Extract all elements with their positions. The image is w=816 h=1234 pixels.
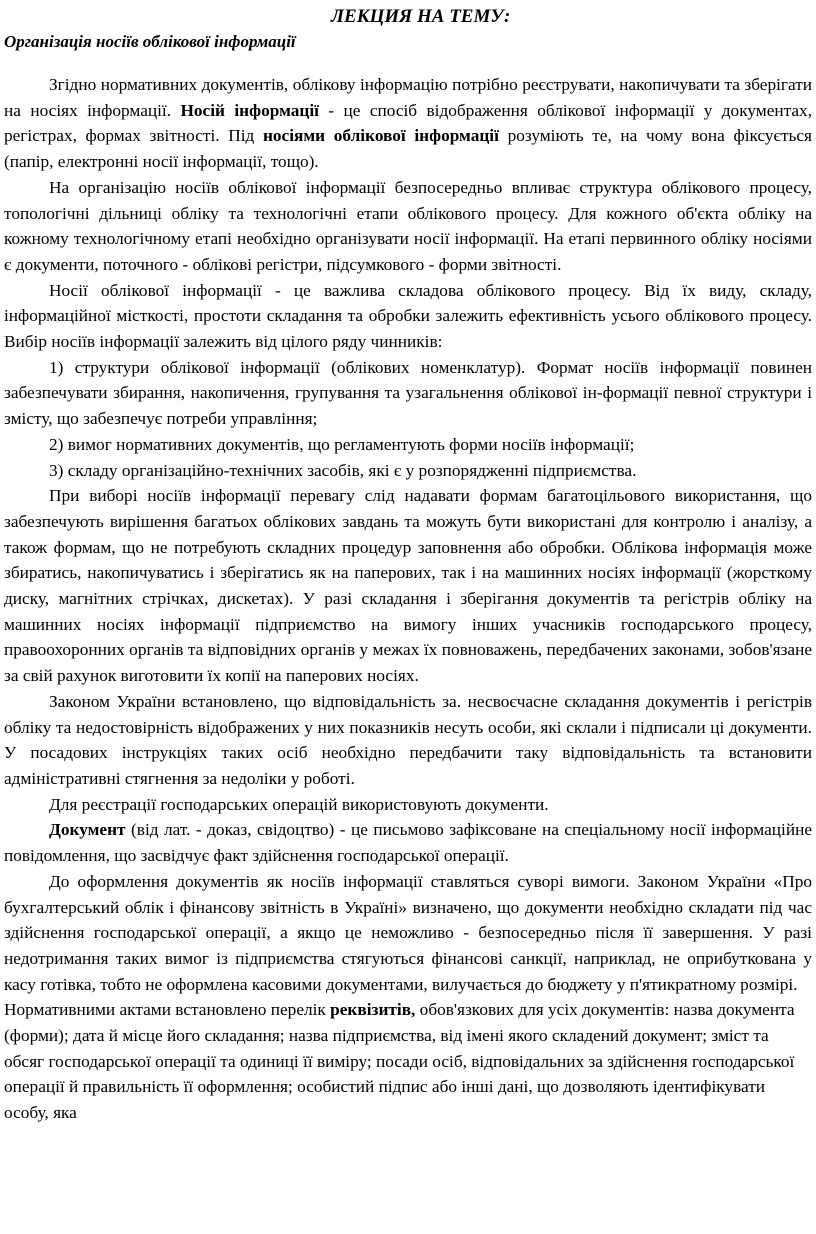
paragraph-text: обов'язкових для усіх документів: назва документа (форми); дата й місце його складання; назва підприємства, від імені якого складений документ; зміст та обсяг господарської операції та одиниці її виміру; посади осіб, відповідальних за здійснення господарської операції й правильність її оформлення; особистий підпис або інші дані, що дозволяють ідентифікувати особу, яка <box>4 1000 795 1123</box>
paragraph-text: Нормативними актами встановлено перелік <box>4 1000 331 1020</box>
paragraph <box>4 997 812 1126</box>
paragraph <box>4 432 812 458</box>
paragraph-text: Носії облікової інформації - це важлива складова облікового процесу. Від їх виду, складу, інформаційної місткості, простоти складання та обробки залежить ефективність усього облікового процесу. Вибір носіїв інформації залежить від цілого ряду чинників: <box>4 280 812 352</box>
lecture-heading: ЛЕКЦИЯ НА ТЕМУ: <box>331 6 511 27</box>
paragraph-text: На організацію носіїв облікової інформації безпосередньо впливає структура облікового процесу, топологічні дільниці обліку та технологічні етапи облікового процесу. Для кожного об'єкта обліку на кожному технологічному етапі необхідно організувати носії інформації. На етапі первинного обліку носіями є документи, поточного - облікові регістри, підсумкового - форми звітності. <box>4 177 812 274</box>
paragraph <box>4 355 812 432</box>
paragraph <box>4 483 812 689</box>
bold-term: реквізитів, <box>330 1000 416 1020</box>
paragraph <box>4 817 812 868</box>
paragraph-text: Згідно нормативних документів, облікову інформацію потрібно реєструвати, накопичувати та зберігати на носіях інформації. <box>4 75 812 120</box>
paragraph-text: При виборі носіїв інформації перевагу слід надавати формам багатоцільового використання, що забезпечують вирішення багатьох облікових завдань та можуть бути використані для контролю і аналізу, а також формам, що не потребують складних процедур заповнення або обробки. Облікова інформація може збиратись, накопичуватись і зберігатись як на паперових, так і на машинних носіях інформації (жорсткому диску, магнітних стрічках, дискетах). У разі складання і зберігання документів та регістрів обліку на машинних носіях інформації підприємство на вимогу інших учасників господарського процесу, правоохоронних органів та відповідних органів у межах їх повноважень, передбачених законами, зобов'язане за свій рахунок виготовити їх копії на паперових носіях. <box>4 486 812 686</box>
paragraph <box>4 175 812 278</box>
lecture-body <box>4 72 812 1126</box>
paragraph-text: До оформлення документів як носіїв інформації ставляться суворі вимоги. Законом України «Про бухгалтерський облік і фінансову звітність в Україні» визначено, що документи необхідно складати під час здійснення господарської операції, а якщо це неможливо - безпосередньо після її завершення. У разі недотримання таких вимог із підприємства стягуються фінансові санкції, наприклад, не оприбуткована у касу готівка, тобто не оформлена касовими документами, вилучається до бюджету у п'ятикратному розмірі. <box>4 871 812 994</box>
paragraph <box>4 458 812 484</box>
paragraph <box>4 869 812 998</box>
paragraph-text: Для реєстрації господарських операцій використовують документи. <box>49 794 549 814</box>
paragraph-text: - це спосіб відображення облікової інформації у документах, регістрах, формах звітності. Під <box>4 100 813 146</box>
paragraph <box>4 792 812 818</box>
paragraph <box>4 72 812 175</box>
paragraph-text: розуміють те, на чому вона фіксується (папір, електронні носії інформації, тощо). <box>4 126 813 172</box>
paragraph-text: 2) вимог нормативних документів, що регламентують форми носіїв інформації; <box>49 434 635 454</box>
paragraph-text: (від лат. - доказ, свідоцтво) - це письмово зафіксоване на спеціальному носії інформаційне повідомлення, що засвідчує факт здійснення господарської операції. <box>4 820 812 866</box>
paragraph <box>4 689 812 792</box>
paragraph-text: Законом України встановлено, що відповідальність за. несвоєчасне складання документів і регістрів обліку та недостовірність відображених у них показників несуть особи, які склали і підписали ці документи. У посадових інструкціях таких осіб необхідно передбачити таку відповідальність та встановити адміністративні стягнення за недоліки у роботі. <box>4 691 812 788</box>
paragraph <box>4 278 812 355</box>
paragraph-text: 1) структури облікової інформації (облікових номенклатур). Формат носіїв інформації повинен забезпечувати збирання, накопичення, групування та узагальнення облікової ін-формації певної структури і змісту, що забезпечує потреби управління; <box>4 357 812 429</box>
bold-term: Документ <box>49 820 126 840</box>
paragraph-text: 3) складу організаційно-технічних засобів, які є у розпорядженні підприємства. <box>49 460 637 480</box>
bold-term: Носій інформації <box>180 100 319 120</box>
lecture-subheading: Організація носіїв облікової інформації <box>4 32 296 51</box>
bold-term: носіями облікової інформації <box>262 126 499 146</box>
